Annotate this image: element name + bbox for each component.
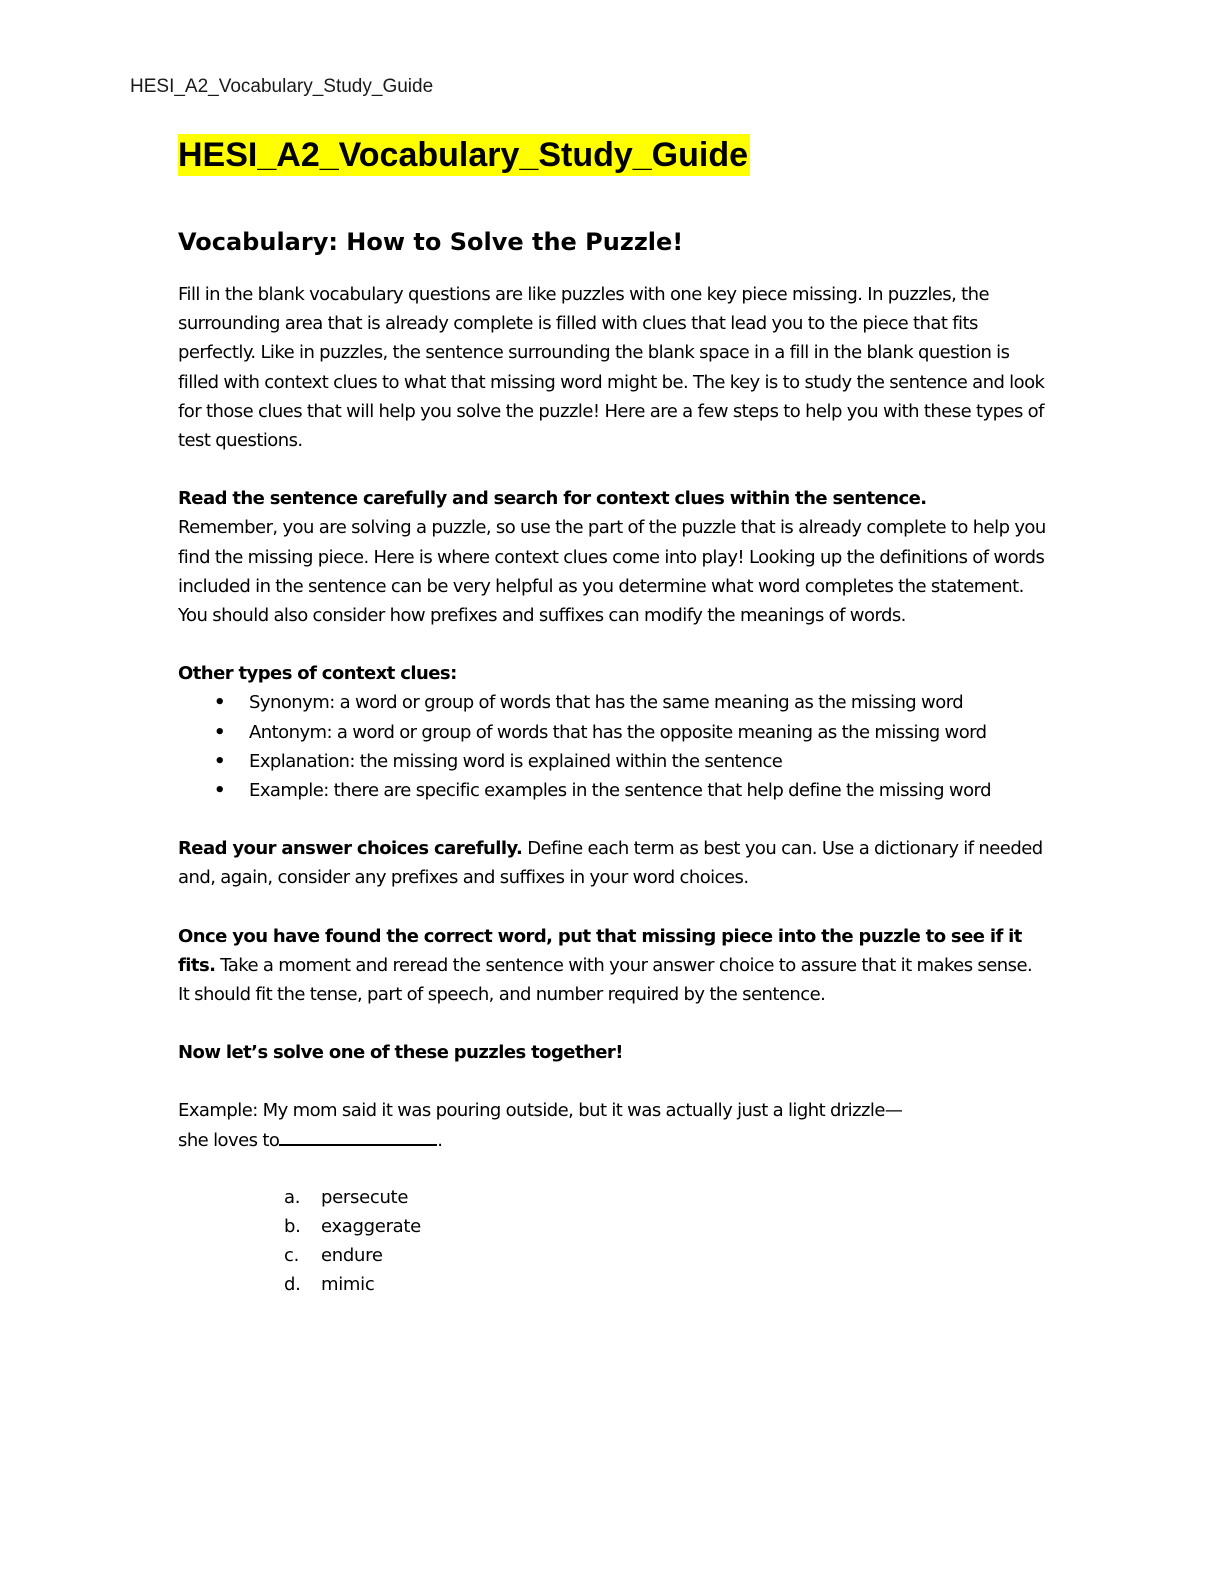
answer-blank — [279, 1126, 437, 1146]
list-item — [178, 1183, 1048, 1212]
list-item: • Example: there are specific examples in the sentence that help define the missing word — [178, 776, 1019, 805]
list-item — [178, 1270, 1048, 1299]
step-read-sentence-text: Remember, you are solving a puzzle, so use the part of the puzzle that is already complete to help you find the missing piece. Here is where context clues come into play! Looking up the definitions of words included in the sentence can be very helpful as you determine what word completes the statement. You should also consider how prefixes and suffixes can modify the meanings of words. — [178, 517, 1046, 627]
choice-text: endure — [321, 1245, 383, 1267]
step-read-choices-bold: Read your answer choices carefully. — [178, 838, 523, 860]
section-heading: Vocabulary: How to Solve the Puzzle! — [178, 228, 684, 256]
document-body — [178, 134, 1048, 1300]
answer-choices — [178, 1183, 1048, 1300]
step-check-fit-text: Take a moment and reread the sentence with your answer choice to assure that it makes sense. It should fit the tense, part of speech, and number required by the sentence. — [178, 954, 1033, 1006]
bullet-icon: • — [214, 692, 225, 714]
bullet-icon: • — [214, 750, 225, 772]
running-header: HESI_A2_Vocabulary_Study_Guide — [130, 76, 434, 97]
example-line-2-prefix: she loves to — [178, 1129, 280, 1151]
list-item: • Antonym: a word or group of words that has the opposite meaning as the missing word — [178, 718, 1019, 747]
choice-letter: c. — [284, 1245, 300, 1267]
list-item: • Explanation: the missing word is explained within the sentence — [178, 747, 1019, 776]
bullet-icon: • — [214, 780, 225, 802]
step-read-sentence-bold: Read the sentence carefully and search for context clues within the sentence. — [178, 488, 927, 510]
example-sentence — [178, 1096, 1048, 1154]
other-clues-heading: Other types of context clues: — [178, 663, 457, 685]
bullet-icon: • — [214, 721, 225, 743]
document-title: HESI_A2_Vocabulary_Study_Guide — [178, 136, 749, 174]
choice-text: exaggerate — [321, 1216, 421, 1238]
choice-letter: b. — [284, 1216, 301, 1238]
example-line-2-suffix: . — [437, 1129, 443, 1151]
step-read-sentence — [178, 484, 1048, 630]
list-item — [178, 1241, 1048, 1270]
step-check-fit-bold: Once you have found the correct word, put that missing piece into the puzzle to see if it fits. — [178, 925, 1022, 976]
choice-text: persecute — [321, 1186, 409, 1208]
step-read-choices-text: Define each term as best you can. Use a dictionary if needed and, again, consider any prefixes and suffixes in your word choices. — [178, 838, 1043, 889]
context-clue-list — [178, 688, 1048, 805]
step-read-choices — [178, 834, 1048, 892]
list-item: • Synonym: a word or group of words that has the same meaning as the missing word — [178, 688, 1019, 717]
intro-paragraph: Fill in the blank vocabulary questions are like puzzles with one key piece missing. In puzzles, the surrounding area that is already complete is filled with clues that lead you to the piece that fits perfectly. Like in puzzles, the sentence surrounding the blank space in a fill in the blank question is filled with context clues to what that missing word might be. The key is to study the sentence and look for those clues that will help you solve the puzzle! Here are a few steps to help you with these types of test questions. — [178, 284, 1045, 452]
choice-letter: d. — [284, 1274, 301, 1296]
solve-heading: Now let’s solve one of these puzzles together! — [178, 1042, 623, 1064]
list-item — [178, 1212, 1048, 1241]
step-check-fit — [178, 922, 1048, 1010]
choice-text: mimic — [321, 1274, 375, 1296]
choice-letter: a. — [284, 1186, 301, 1208]
example-line-1: Example: My mom said it was pouring outside, but it was actually just a light drizzle— — [178, 1100, 903, 1122]
